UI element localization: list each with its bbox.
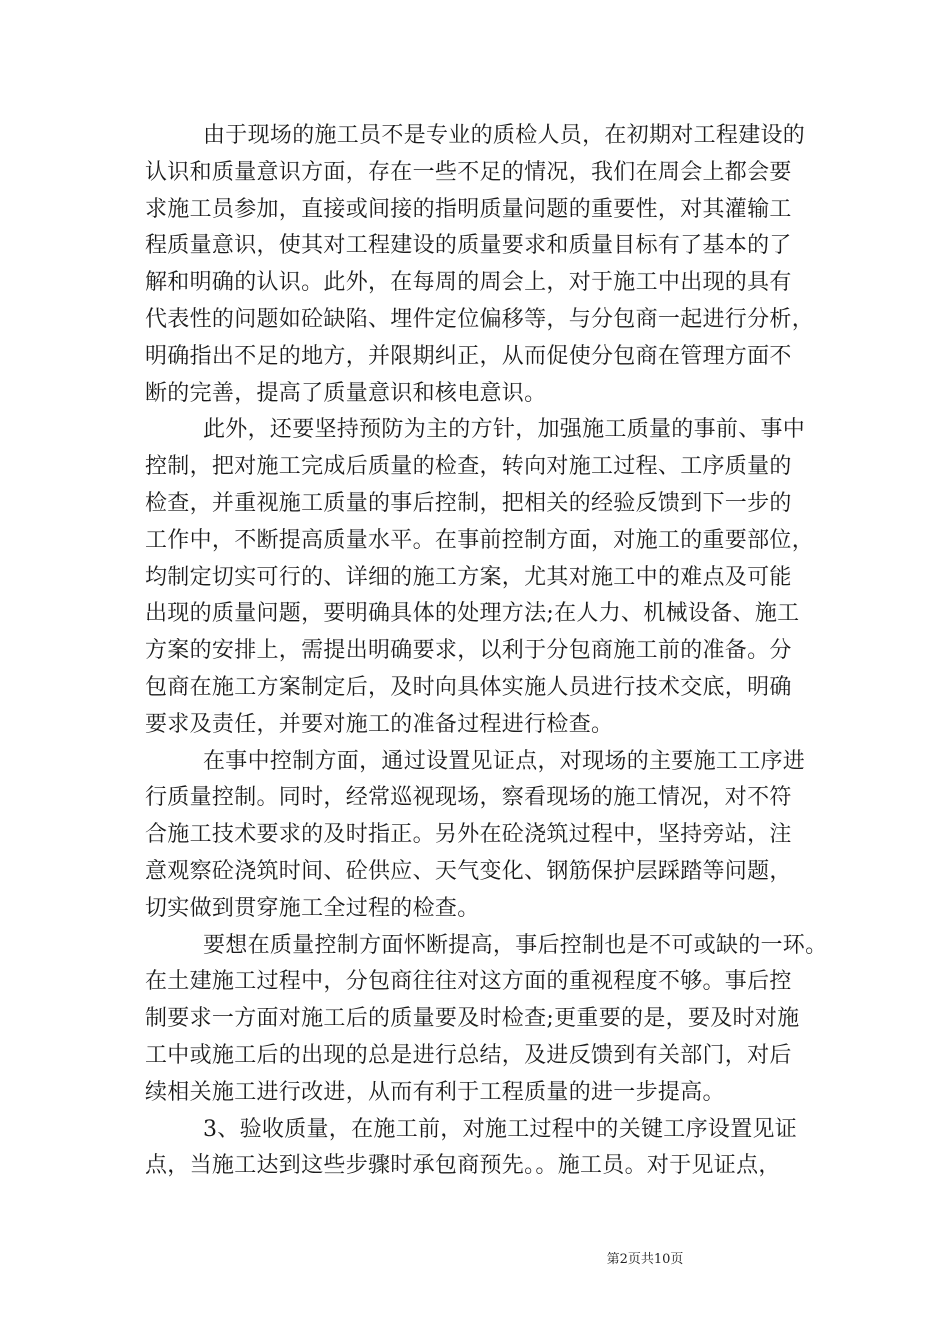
page-footer bbox=[0, 1248, 950, 1267]
paragraph-line: 明确指出不足的地方，并限期纠正，从而促使分包商在管理方面不 bbox=[145, 343, 792, 369]
paragraph-line: 控制，把对施工完成后质量的检查，转向对施工过程、工序质量的 bbox=[145, 454, 792, 480]
paragraph-line: 3、验收质量，在施工前，对施工过程中的关键工序设置见证 bbox=[203, 1116, 798, 1142]
paragraph-line: 工作中，不断提高质量水平。在事前控制方面，对施工的重要部位， bbox=[145, 527, 815, 553]
paragraph-line: 此外，还要坚持预防为主的方针，加强施工质量的事前、事中 bbox=[203, 417, 806, 443]
paragraph-line: 方案的安排上，需提出明确要求，以利于分包商施工前的准备。分 bbox=[145, 638, 792, 664]
paragraph-line: 由于现场的施工员不是专业的质检人员，在初期对工程建设的 bbox=[203, 123, 806, 148]
paragraph-line: 均制定切实可行的、详细的施工方案，尤其对施工中的难点及可能 bbox=[145, 564, 792, 590]
paragraph-line: 包商在施工方案制定后，及时向具体实施人员进行技术交底，明确 bbox=[145, 674, 792, 700]
paragraph-line: 代表性的问题如砼缺陷、埋件定位偏移等，与分包商一起进行分析， bbox=[145, 306, 815, 332]
body-text bbox=[145, 118, 828, 1185]
paragraph-line: 求施工员参加，直接或间接的指明质量问题的重要性，对其灌输工 bbox=[145, 196, 792, 222]
paragraph-line: 意观察砼浇筑时间、砼供应、天气变化、钢筋保护层踩踏等问题， bbox=[145, 858, 792, 884]
paragraph-line: 要求及责任，并要对施工的准备过程进行检查。 bbox=[145, 711, 614, 737]
paragraph-line: 检查，并重视施工质量的事后控制，把相关的经验反馈到下一步的 bbox=[145, 490, 792, 516]
paragraph-line: 续相关施工进行改进，从而有利于工程质量的进一步提高。 bbox=[145, 1079, 725, 1105]
paragraph-line: 在土建施工过程中，分包商往往对这方面的重视程度不够。事后控 bbox=[145, 969, 792, 995]
paragraph-line: 程质量意识，使其对工程建设的质量要求和质量目标有了基本的了 bbox=[145, 233, 792, 259]
paragraph-line: 制要求一方面对施工后的质量要及时检查;更重要的是，要及时对施 bbox=[145, 1006, 800, 1032]
paragraph-line: 要想在质量控制方面怀断提高，事后控制也是不可或缺的一环。 bbox=[203, 932, 828, 958]
paragraph-line: 解和明确的认识。此外，在每周的周会上，对于施工中出现的具有 bbox=[145, 270, 792, 296]
paragraph-line: 出现的质量问题，要明确具体的处理方法;在人力、机械设备、施工 bbox=[145, 601, 800, 627]
paragraph-line: 合施工技术要求的及时指正。另外在砼浇筑过程中，坚持旁站，注 bbox=[145, 822, 792, 848]
page-number: 第2页共10页 bbox=[606, 1252, 684, 1267]
paragraph-line: 切实做到贯穿施工全过程的检查。 bbox=[145, 895, 480, 921]
paragraph-line: 点，当施工达到这些步骤时承包商预先。。施工员。对于见证点， bbox=[145, 1153, 781, 1179]
paragraph-line: 认识和质量意识方面，存在一些不足的情况，我们在周会上都会要 bbox=[145, 159, 792, 185]
paragraph-line: 行质量控制。同时，经常巡视现场，察看现场的施工情况，对不符 bbox=[145, 785, 792, 811]
paragraph-line: 工中或施工后的出现的总是进行总结，及进反馈到有关部门，对后 bbox=[145, 1042, 792, 1068]
paragraph-line: 在事中控制方面，通过设置见证点，对现场的主要施工工序进 bbox=[203, 748, 806, 774]
paragraph-line: 断的完善，提高了质量意识和核电意识。 bbox=[145, 380, 547, 406]
